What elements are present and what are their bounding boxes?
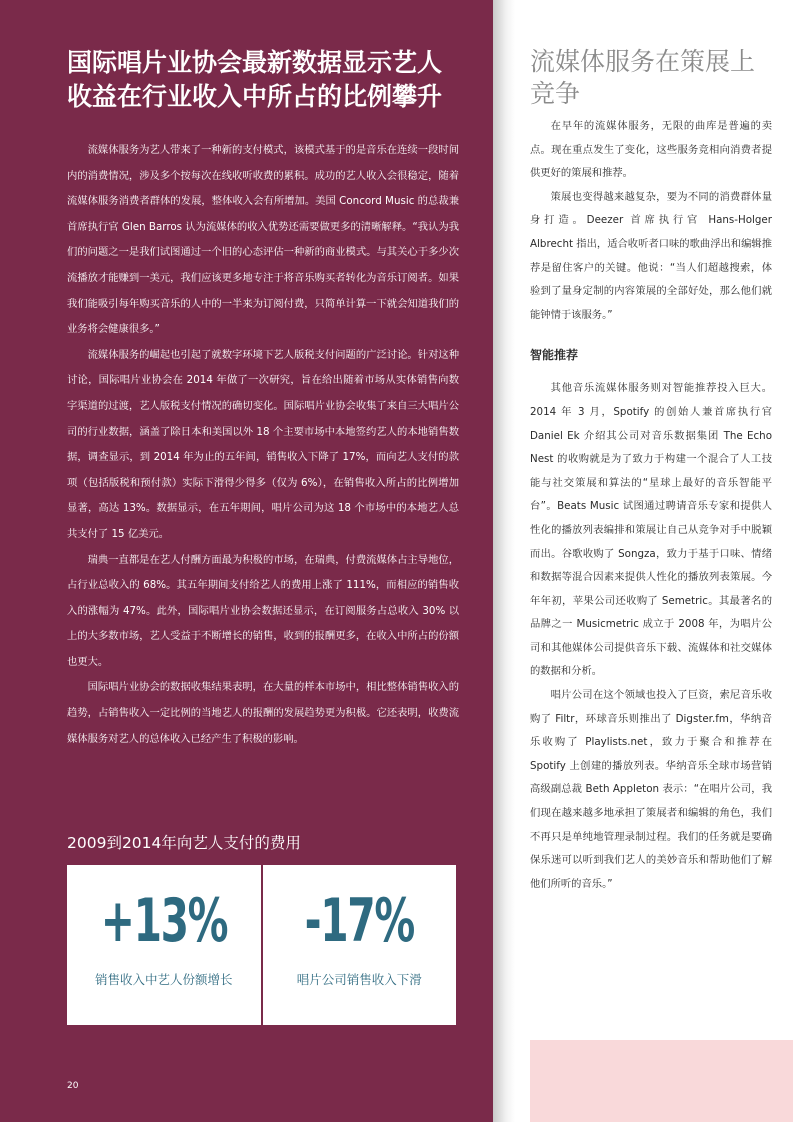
headline-line-1: 国际唱片业协会最新数据显示艺人 <box>67 48 443 77</box>
body-paragraph: 流媒体服务为艺人带来了一种新的支付模式，该模式基于的是音乐在连续一段时间内的消费情况，涉及多个按每次在线收听收费的累积。成功的艺人收入会很稳定，随着流媒体服务消费者群体的发展，整体收入会有所增加。美国 Concord Music 的总裁兼首席执行官 Glen Barros 认为流媒体的收入优势还需要做更多的清晰解释。“我认为我们的问题之一是我们试图通过一个旧的心态评估一种新的商业模式。与其关心于多少次流播放才能赚到一美元，我们应该更多地专注于将音乐购买者转化为音乐订阅者。如果我们能吸引每年购买音乐的人中的一半来为订阅付费，只简单计算一下就会知道我们的业务将会健康很多。” <box>67 144 459 336</box>
sidebar-body <box>530 115 772 896</box>
sidebar-paragraph: 其他音乐流媒体服务则对智能推荐投入巨大。2014 年 3 月，Spotify 的创始人兼首席执行官 Daniel Ek 介绍其公司对音乐数据集团 The Echo Nest 的收购就是为了致力于构建一个混合了人工技能与社交策展和算法的“星球上最好的音乐智能平台”。Beats Music 试图通过聘请音乐专家和提供人性化的播放列表编排和策展让自己从竞争对手中脱颖而出。谷歌收购了 Songza，致力于基于口味、情绪和数据等混合因素来提供人性化的播放列表策展。今年年初，苹果公司还收购了 Semetric。其最著名的品牌之一 Musicmetric 成立于 2008 年，为唱片公司和其他媒体公司提供音乐下载、流媒体和社交媒体的数据和分析。 <box>530 382 772 678</box>
stat-value: +13% <box>100 886 227 956</box>
sidebar-paragraph: 策展也变得越来越复杂，要为不同的消费群体量身打造。Deezer 首席执行官 Hans-Holger Albrecht 指出，适合收听者口味的歌曲浮出和编辑推荐是留住客户的关键。他说：“当人们超越搜索，体验到了量身定制的内容策展的全部好处，那么他们就能钟情于该服务。” <box>530 190 772 321</box>
sidebar-paragraph: 在早年的流媒体服务，无限的曲库是普遍的卖点。现在重点发生了变化，这些服务竞相向消费者提供更好的策展和推荐。 <box>530 120 772 180</box>
body-paragraph: 瑞典一直都是在艺人付酬方面最为积极的市场，在瑞典，付费流媒体占主导地位，占行业总收入的 68%。其五年期间支付给艺人的费用上涨了 111%，而相应的销售收入的涨幅为 47%。此外，国际唱片业协会数据还显示，在订阅服务占总收入 30% 以上的大多数市场，艺人受益于不断增长的销售，收到的报酬更多，在收入中所占的份额也更大。 <box>67 553 459 668</box>
sidebar-title: 流媒体服务在策展上竞争 <box>530 47 756 108</box>
stat-label: 销售收入中艺人份额增长 <box>94 972 233 987</box>
stats-heading: 2009到2014年向艺人支付的费用 <box>67 834 301 852</box>
stat-label: 唱片公司销售收入下滑 <box>296 972 422 987</box>
stats-box <box>67 865 456 1025</box>
sidebar-paragraph: 唱片公司在这个领域也投入了巨资，索尼音乐收购了 Filtr，环球音乐则推出了 Digster.fm，华纳音乐收购了 Playlists.net，致力于聚合和推荐在 Spotify 上创建的播放列表。华纳音乐全球市场营销高级副总裁 Beth Appleton 表示：“在唱片公司，我们现在越来越多地承担了策展者和编辑的角色，我们不再只是单纯地管理录制过程。我们的任务就是要确保乐迷可以听到我们艺人的美妙音乐和帮助他们了解他们所听的音乐。” <box>530 689 772 890</box>
article-headline <box>67 46 467 114</box>
headline-line-2: 收益在行业收入中所占的比例攀升 <box>67 82 443 111</box>
stat-cell-artist-share <box>67 865 261 1025</box>
page-number: 20 <box>67 1081 79 1091</box>
body-paragraph: 国际唱片业协会的数据收集结果表明，在大量的样本市场中，相比整体销售收入的趋势，占销售收入一定比例的当地艺人的报酬的发展趋势更为积极。它还表明，收费流媒体服务对艺人的总体收入已经产生了积极的影响。 <box>67 681 459 745</box>
body-paragraph: 流媒体服务的崛起也引起了就数字环境下艺人版税支付问题的广泛讨论。针对这种讨论，国际唱片业协会在 2014 年做了一次研究，旨在给出随着市场从实体销售向数字渠道的过渡，艺人版税支付情况的确切变化。国际唱片业协会收集了来自三大唱片公司的行业数据，涵盖了除日本和美国以外 18 个主要市场中本地签约艺人的本地销售数据，调查显示，到 2014 年为止的五年间，销售收入下降了 17%，而向艺人支付的款项（包括版税和预付款）实际下滑得少得多（仅为 6%），在销售收入所占的比例增加显著，高达 13%。数据显示，在五年期间，唱片公司为这 18 个市场中的本地艺人总共支付了 15 亿美元。 <box>67 348 459 540</box>
page-fold-shadow <box>493 0 515 1122</box>
stat-cell-label-revenue <box>263 865 457 1025</box>
sidebar-subheading: 智能推荐 <box>530 348 579 363</box>
stat-value: -17% <box>304 886 414 956</box>
article-body <box>67 138 459 752</box>
decorative-pink-box <box>530 1040 793 1122</box>
